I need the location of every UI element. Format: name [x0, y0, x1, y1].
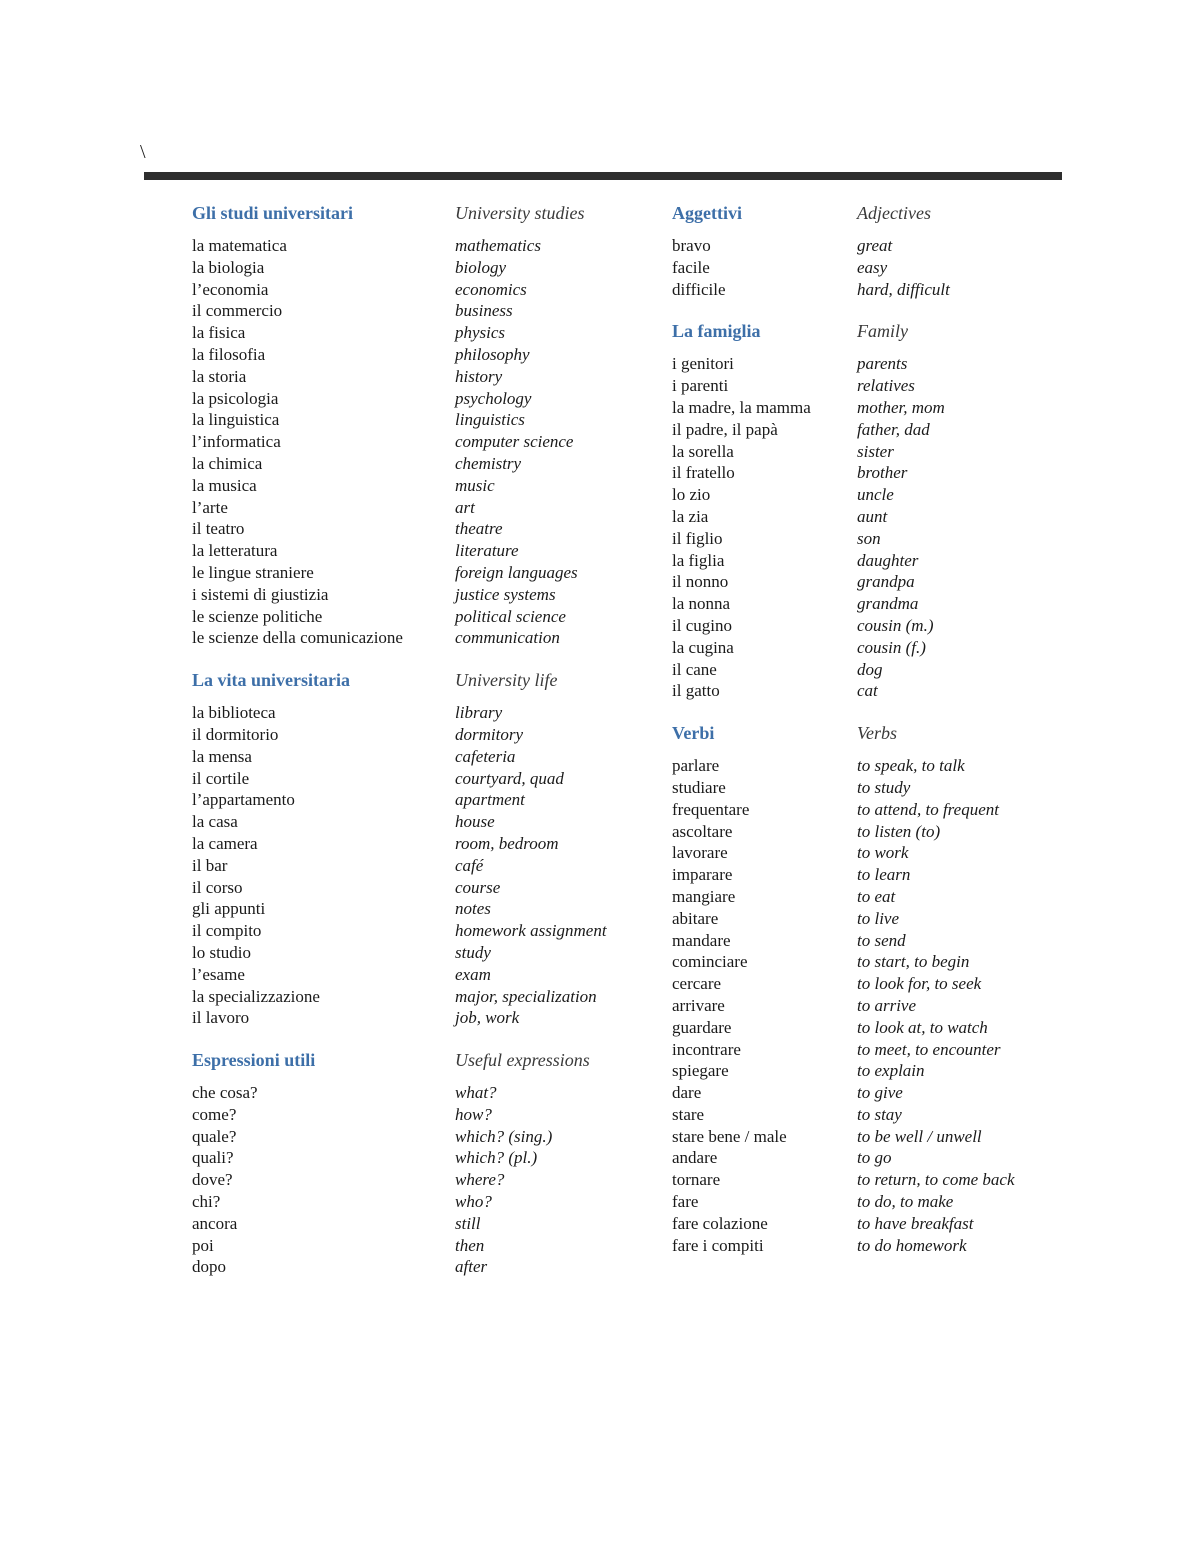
vocab-entry: dare — [672, 1083, 702, 1103]
vocab-entry: to speak, to talk — [857, 756, 965, 776]
vocab-entry: le scienze della comunicazione — [192, 628, 403, 648]
section-espressioni-it — [192, 1049, 403, 1278]
vocab-entry: study — [455, 942, 491, 962]
vocab-entry: to explain — [857, 1061, 925, 1081]
vocab-entry: uncle — [857, 485, 894, 505]
section-famiglia-en — [857, 320, 1015, 702]
vocab-entry: l’esame — [192, 964, 245, 984]
section-vita-it — [192, 669, 403, 1029]
vocab-entry: la casa — [192, 812, 238, 832]
vocab-entry: job, work — [455, 1008, 520, 1028]
vocab-entry: arrivare — [672, 995, 725, 1015]
vocab-entry: stare — [672, 1104, 705, 1124]
section-verbi-en — [857, 722, 1015, 1256]
vocab-entry: music — [455, 475, 495, 495]
vocab-entry: l’appartamento — [192, 790, 295, 810]
section-aggettivi-en — [857, 202, 1015, 300]
vocab-entry: to give — [857, 1083, 903, 1103]
vocab-entry: l’economia — [192, 279, 269, 299]
vocab-entry: quali? — [192, 1148, 234, 1168]
vocab-entry: to stay — [857, 1104, 902, 1124]
vocab-entry: gli appunti — [192, 899, 266, 919]
vocab-entry: room, bedroom — [455, 833, 559, 853]
vocab-entry: la fisica — [192, 323, 246, 343]
section-heading: Adjectives — [857, 203, 931, 223]
vocab-entry: easy — [857, 257, 888, 277]
vocab-entry: history — [455, 366, 503, 386]
vocab-entry: business — [455, 301, 513, 321]
vocab-entry: le scienze politiche — [192, 606, 323, 626]
vocab-entry: lo zio — [672, 485, 711, 505]
vocab-entry: mangiare — [672, 886, 736, 906]
vocab-entry: what? — [455, 1083, 497, 1103]
vocab-entry: exam — [455, 964, 491, 984]
vocab-entry: la storia — [192, 366, 247, 386]
vocab-entry: to meet, to encounter — [857, 1039, 1001, 1059]
vocab-entry: la biblioteca — [192, 703, 276, 723]
vocab-entry: brother — [857, 463, 908, 483]
vocab-entry: chemistry — [455, 453, 522, 473]
vocab-entry: il gatto — [672, 681, 720, 701]
vocab-entry: house — [455, 812, 495, 832]
vocab-entry: course — [455, 877, 501, 897]
vocab-entry: cousin (f.) — [857, 637, 926, 657]
vocab-entry: come? — [192, 1104, 237, 1124]
vocab-entry: poi — [192, 1235, 214, 1255]
translation-list — [455, 1082, 607, 1278]
vocab-entry: lo studio — [192, 942, 252, 962]
translation-list — [455, 702, 607, 1029]
vocab-entry: fare i compiti — [672, 1235, 764, 1255]
section-heading: Verbs — [857, 723, 897, 744]
vocab-entry: chi? — [192, 1192, 221, 1212]
vocab-entry: apartment — [455, 790, 525, 810]
vocab-entry: cominciare — [672, 952, 748, 972]
vocab-entry: mathematics — [455, 236, 541, 255]
vocab-entry: cousin (m.) — [857, 615, 934, 635]
vocab-entry: il cane — [672, 659, 717, 679]
section-heading: La vita universitaria — [192, 670, 350, 691]
term-list — [672, 353, 811, 702]
header-rule — [144, 172, 1062, 180]
vocab-entry: tornare — [672, 1170, 721, 1190]
vocab-entry: dog — [857, 659, 883, 679]
vocab-entry: to attend, to frequent — [857, 799, 999, 819]
vocab-entry: la nonna — [672, 594, 731, 614]
vocab-entry: sister — [857, 441, 894, 461]
vocab-entry: difficile — [672, 279, 726, 299]
vocab-entry: la zia — [672, 506, 709, 526]
vocab-entry: hard, difficult — [857, 279, 950, 299]
vocab-entry: to eat — [857, 886, 896, 906]
vocab-entry: great — [857, 236, 893, 255]
vocab-entry: which? (sing.) — [455, 1126, 553, 1146]
vocab-entry: to return, to come back — [857, 1170, 1015, 1190]
vocab-entry: il corso — [192, 877, 243, 897]
section-heading: University studies — [455, 203, 585, 223]
vocab-entry: to live — [857, 908, 900, 928]
vocab-entry: to look for, to seek — [857, 974, 982, 994]
vocab-entry: incontrare — [672, 1039, 741, 1059]
vocab-entry: to do homework — [857, 1235, 967, 1255]
translation-list — [857, 353, 1015, 702]
vocab-entry: fare — [672, 1192, 699, 1212]
vocab-entry: il figlio — [672, 528, 723, 548]
vocab-entry: theatre — [455, 519, 503, 539]
section-heading: Espressioni utili — [192, 1050, 316, 1071]
section-verbi-it — [672, 722, 811, 1256]
vocab-entry: il fratello — [672, 463, 735, 483]
vocab-entry: andare — [672, 1148, 718, 1168]
vocab-entry: to look at, to watch — [857, 1017, 988, 1037]
stray-backslash: \ — [140, 141, 146, 163]
section-vita-en — [455, 669, 607, 1029]
vocab-entry: i genitori — [672, 354, 734, 374]
vocab-entry: philosophy — [455, 344, 530, 364]
vocab-entry: le lingue straniere — [192, 562, 314, 582]
italian-column-right — [672, 202, 811, 1276]
vocab-entry: la figlia — [672, 550, 725, 570]
vocab-entry: la psicologia — [192, 388, 279, 408]
vocab-entry: ancora — [192, 1213, 238, 1233]
vocab-entry: where? — [455, 1170, 505, 1190]
vocab-entry: to work — [857, 843, 909, 863]
vocab-entry: la cugina — [672, 637, 734, 657]
vocab-entry: il bar — [192, 855, 228, 875]
vocab-entry: to study — [857, 777, 911, 797]
vocab-entry: la filosofia — [192, 344, 266, 364]
vocab-entry: relatives — [857, 376, 915, 396]
section-heading: Verbi — [672, 723, 715, 744]
term-list — [192, 235, 403, 649]
vocab-entry: communication — [455, 628, 560, 648]
translation-list — [455, 235, 607, 649]
vocab-entry: il cugino — [672, 615, 732, 635]
vocab-entry: cat — [857, 681, 878, 701]
vocab-entry: homework assignment — [455, 921, 607, 941]
vocab-entry: mother, mom — [857, 397, 945, 417]
vocab-entry: major, specialization — [455, 986, 597, 1006]
section-studi-en — [455, 202, 607, 649]
vocab-entry: il commercio — [192, 301, 283, 321]
vocab-entry: il cortile — [192, 768, 250, 788]
vocab-entry: still — [455, 1213, 481, 1233]
vocab-entry: notes — [455, 899, 491, 919]
vocab-entry: la specializzazione — [192, 986, 320, 1006]
section-heading: Gli studi universitari — [192, 203, 354, 223]
vocab-entry: il padre, il papà — [672, 419, 778, 439]
vocab-entry: art — [455, 497, 475, 517]
vocab-entry: justice systems — [455, 584, 556, 604]
vocab-entry: facile — [672, 257, 710, 277]
vocab-entry: il compito — [192, 921, 262, 941]
vocab-entry: grandma — [857, 594, 919, 614]
vocab-entry: il dormitorio — [192, 724, 279, 744]
vocab-entry: political science — [455, 606, 566, 626]
section-heading: La famiglia — [672, 321, 761, 342]
vocab-entry: dopo — [192, 1257, 226, 1277]
vocab-entry: guardare — [672, 1017, 732, 1037]
translation-list — [857, 755, 1015, 1256]
section-heading: University life — [455, 670, 558, 691]
vocab-entry: to learn — [857, 865, 911, 885]
english-column-left — [455, 202, 607, 1298]
vocab-entry: cafeteria — [455, 746, 516, 766]
vocab-entry: parents — [857, 354, 908, 374]
vocab-entry: la chimica — [192, 453, 263, 473]
vocab-entry: lavorare — [672, 843, 728, 863]
vocab-entry: literature — [455, 541, 519, 561]
vocab-entry: library — [455, 703, 503, 723]
vocab-entry: grandpa — [857, 572, 915, 592]
section-espressioni-en — [455, 1049, 607, 1278]
vocab-entry: studiare — [672, 777, 726, 797]
vocab-entry: computer science — [455, 432, 574, 452]
term-list — [672, 235, 811, 300]
vocab-entry: imparare — [672, 865, 733, 885]
section-heading: Family — [857, 321, 908, 342]
vocab-entry: la musica — [192, 475, 257, 495]
italian-column-left — [192, 202, 403, 1298]
vocab-entry: frequentare — [672, 799, 750, 819]
vocab-entry: to go — [857, 1148, 892, 1168]
vocab-entry: i sistemi di giustizia — [192, 584, 329, 604]
vocab-entry: to arrive — [857, 995, 917, 1015]
vocab-entry: la linguistica — [192, 410, 280, 430]
vocab-entry: il teatro — [192, 519, 245, 539]
vocab-entry: how? — [455, 1104, 492, 1124]
vocab-entry: which? (pl.) — [455, 1148, 538, 1168]
vocab-entry: to be well / unwell — [857, 1126, 982, 1146]
term-list — [192, 1082, 403, 1278]
term-list — [672, 755, 811, 1256]
vocab-entry: dormitory — [455, 724, 523, 744]
vocab-entry: abitare — [672, 908, 719, 928]
vocab-entry: la biologia — [192, 257, 265, 277]
section-studi-it — [192, 202, 403, 649]
section-heading: Useful expressions — [455, 1050, 590, 1071]
section-famiglia-it — [672, 320, 811, 702]
vocab-entry: il lavoro — [192, 1008, 250, 1028]
vocab-entry: dove? — [192, 1170, 233, 1190]
translation-list — [857, 235, 1015, 300]
vocab-entry: la madre, la mamma — [672, 397, 811, 417]
vocab-entry: parlare — [672, 756, 720, 776]
vocab-entry: café — [455, 855, 484, 875]
vocab-entry: bravo — [672, 236, 711, 255]
vocab-entry: aunt — [857, 506, 888, 526]
vocab-entry: to have breakfast — [857, 1213, 974, 1233]
vocab-entry: to listen (to) — [857, 821, 941, 841]
vocab-entry: foreign languages — [455, 562, 578, 582]
vocab-entry: l’arte — [192, 497, 228, 517]
vocab-entry: che cosa? — [192, 1083, 258, 1103]
vocab-entry: stare bene / male — [672, 1126, 787, 1146]
vocab-entry: economics — [455, 279, 527, 299]
vocab-entry: ascoltare — [672, 821, 733, 841]
vocab-entry: il nonno — [672, 572, 729, 592]
vocab-entry: after — [455, 1257, 488, 1277]
vocab-entry: i parenti — [672, 376, 729, 396]
vocab-entry: to do, to make — [857, 1192, 954, 1212]
section-heading: Aggettivi — [672, 203, 742, 223]
vocab-entry: to start, to begin — [857, 952, 970, 972]
term-list — [192, 702, 403, 1029]
vocab-entry: la letteratura — [192, 541, 278, 561]
section-aggettivi-it — [672, 202, 811, 300]
vocab-entry: to send — [857, 930, 906, 950]
vocab-entry: la camera — [192, 833, 258, 853]
vocab-entry: daughter — [857, 550, 919, 570]
vocab-entry: psychology — [455, 388, 532, 408]
vocab-entry: la mensa — [192, 746, 252, 766]
vocab-entry: quale? — [192, 1126, 237, 1146]
vocab-entry: la matematica — [192, 236, 287, 255]
vocab-entry: mandare — [672, 930, 731, 950]
vocab-entry: l’informatica — [192, 432, 281, 452]
vocab-entry: biology — [455, 257, 506, 277]
vocab-entry: spiegare — [672, 1061, 729, 1081]
vocab-entry: son — [857, 528, 881, 548]
vocab-entry: courtyard, quad — [455, 768, 564, 788]
vocab-entry: cercare — [672, 974, 722, 994]
vocab-entry: physics — [455, 323, 506, 343]
vocab-entry: linguistics — [455, 410, 525, 430]
vocab-entry: fare colazione — [672, 1213, 768, 1233]
vocab-entry: father, dad — [857, 419, 930, 439]
vocab-entry: la sorella — [672, 441, 734, 461]
vocab-entry: who? — [455, 1192, 492, 1212]
english-column-right — [857, 202, 1015, 1276]
vocab-entry: then — [455, 1235, 485, 1255]
